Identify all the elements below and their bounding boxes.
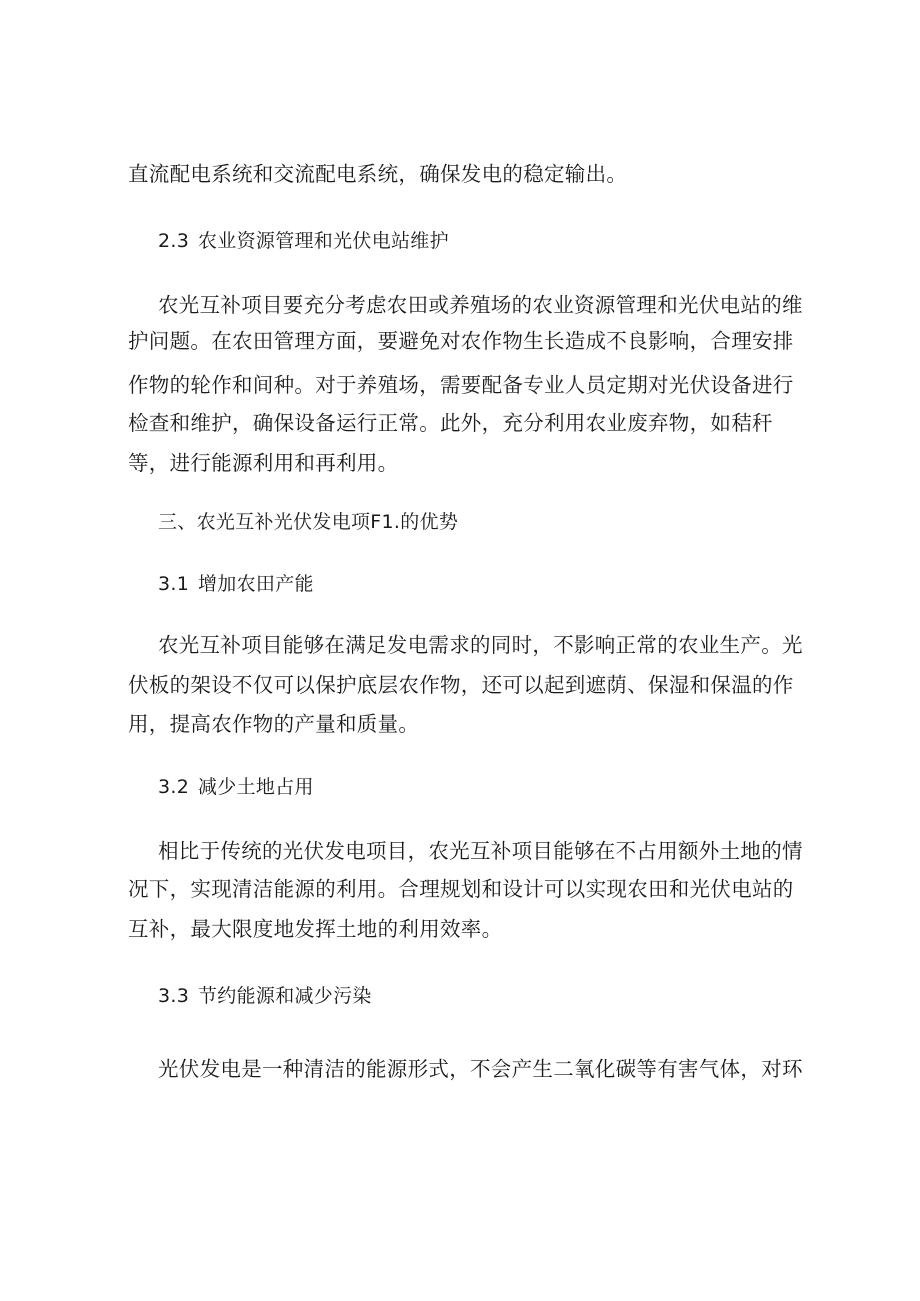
chapter-heading-3: 三、农光互补光伏发电项F1.的优势 <box>158 511 459 533</box>
intro-line: 直流配电系统和交流配电系统，确保发电的稳定输出。 <box>128 162 628 186</box>
section-title: 节约能源和减少污染 <box>198 985 372 1007</box>
section-title: 增加农田产能 <box>198 573 314 595</box>
paragraph-line: 作物的轮作和间种。对于养殖场，需要配备专业人员定期对光伏设备进行 <box>128 373 794 397</box>
section-title: 农业资源管理和光伏电站维护 <box>198 230 449 252</box>
paragraph-line: 农光互补项目能够在满足发电需求的同时，不影响正常的农业生产。光 <box>158 633 803 657</box>
section-heading-2-3 <box>158 229 449 253</box>
paragraph-line: 伏板的架设不仅可以保护底层农作物，还可以起到遮荫、保湿和保温的作 <box>128 673 794 697</box>
paragraph-line: 农光互补项目要充分考虑农田或养殖场的农业资源管理和光伏电站的维 <box>158 293 803 317</box>
paragraph-line: 互补，最大限度地发挥土地的利用效率。 <box>128 917 503 941</box>
paragraph-line: 等，进行能源利用和再利用。 <box>128 451 399 475</box>
paragraph-line: 光伏发电是一种清洁的能源形式，不会产生二氧化碳等有害气体，对环 <box>158 1057 803 1081</box>
section-number: 3.2 <box>158 776 190 798</box>
section-number: 3.3 <box>158 985 190 1007</box>
section-heading-3-2 <box>158 775 314 799</box>
paragraph-line: 况下，实现清洁能源的利用。合理规划和设计可以实现农田和光伏电站的 <box>128 877 794 901</box>
section-number: 2.3 <box>158 230 190 252</box>
section-title: 减少土地占用 <box>198 776 314 798</box>
paragraph-line: 用，提高农作物的产量和质量。 <box>128 712 420 736</box>
paragraph-line: 相比于传统的光伏发电项目，农光互补项目能够在不占用额外土地的情 <box>158 839 803 863</box>
section-number: 3.1 <box>158 573 190 595</box>
section-heading-3-3 <box>158 984 372 1008</box>
paragraph-line: 检查和维护，确保设备运行正常。此外，充分利用农业废弃物，如秸秆 <box>128 411 773 435</box>
section-heading-3-1 <box>158 572 314 596</box>
paragraph-line: 护问题。在农田管理方面，要避免对农作物生长造成不良影响，合理安排 <box>128 329 794 353</box>
